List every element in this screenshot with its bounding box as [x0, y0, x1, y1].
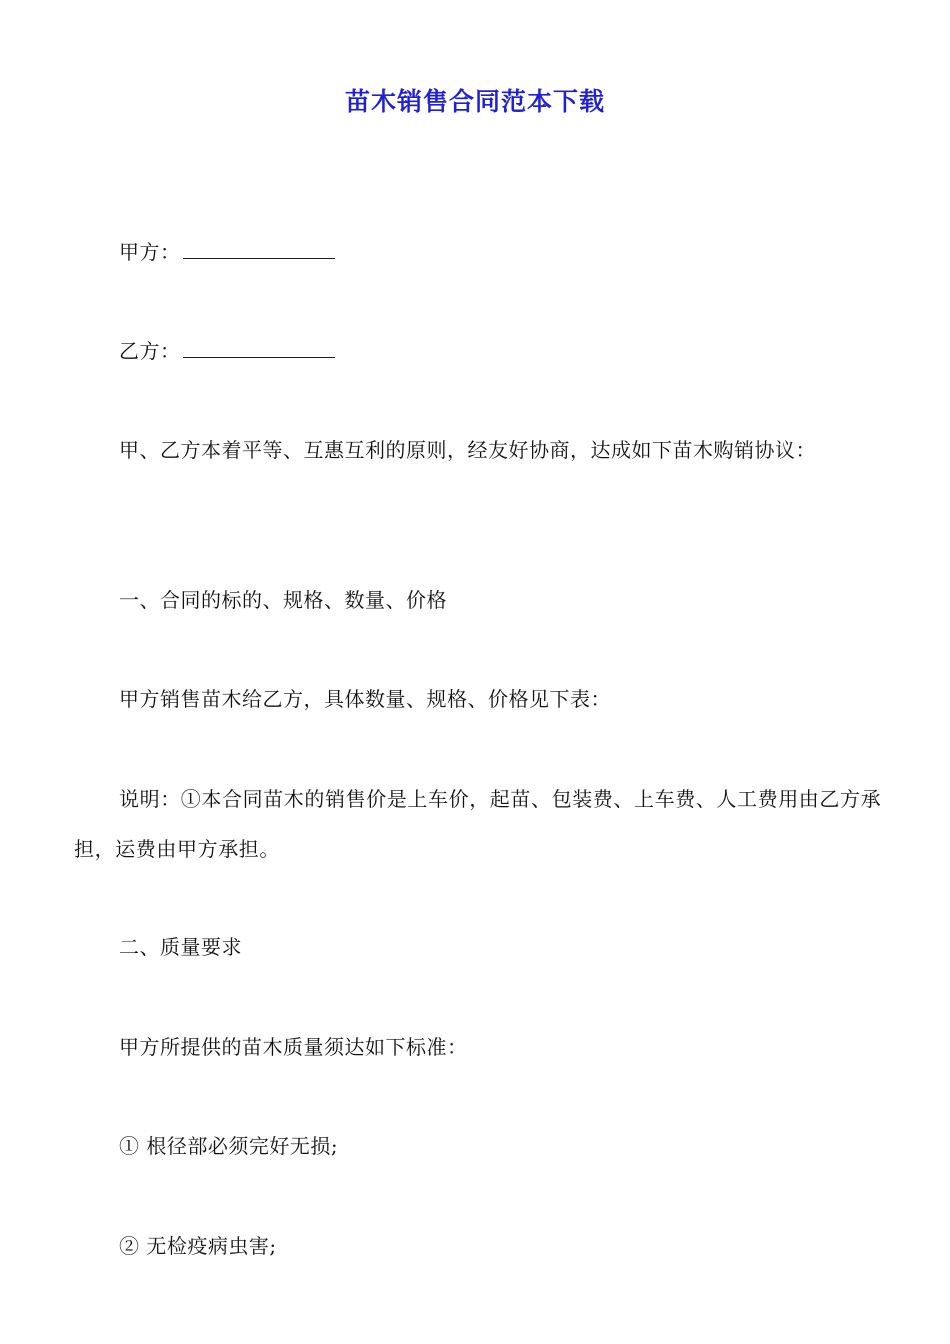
- section2-paragraph: 甲方所提供的苗木质量须达如下标准：: [119, 1035, 468, 1059]
- preamble-paragraph: 甲、乙方本着平等、互惠互利的原则，经友好协商，达成如下苗木购销协议：: [119, 438, 816, 462]
- party-a-line: [119, 237, 335, 267]
- document-title: 苗木销售合同范本下载: [344, 87, 605, 116]
- party-b-blank: [183, 337, 335, 358]
- quality-item-1: ① 根径部必须完好无损;: [119, 1134, 339, 1158]
- section1-heading: 一、合同的标的、规格、数量、价格: [119, 588, 447, 612]
- party-a-label: 甲方：: [119, 240, 181, 264]
- party-b-label: 乙方：: [119, 339, 181, 363]
- section1-paragraph: 甲方销售苗木给乙方，具体数量、规格、价格见下表：: [119, 687, 611, 711]
- party-a-blank: [183, 238, 335, 259]
- party-b-line: [119, 336, 335, 366]
- section2-heading: 二、质量要求: [119, 935, 242, 959]
- quality-item-2: ② 无检疫病虫害;: [119, 1234, 277, 1258]
- note-paragraph: 说明：①本合同苗木的销售价是上车价，起苗、包装费、上车费、人工费用由乙方承担，运费由甲方承担。: [74, 787, 882, 861]
